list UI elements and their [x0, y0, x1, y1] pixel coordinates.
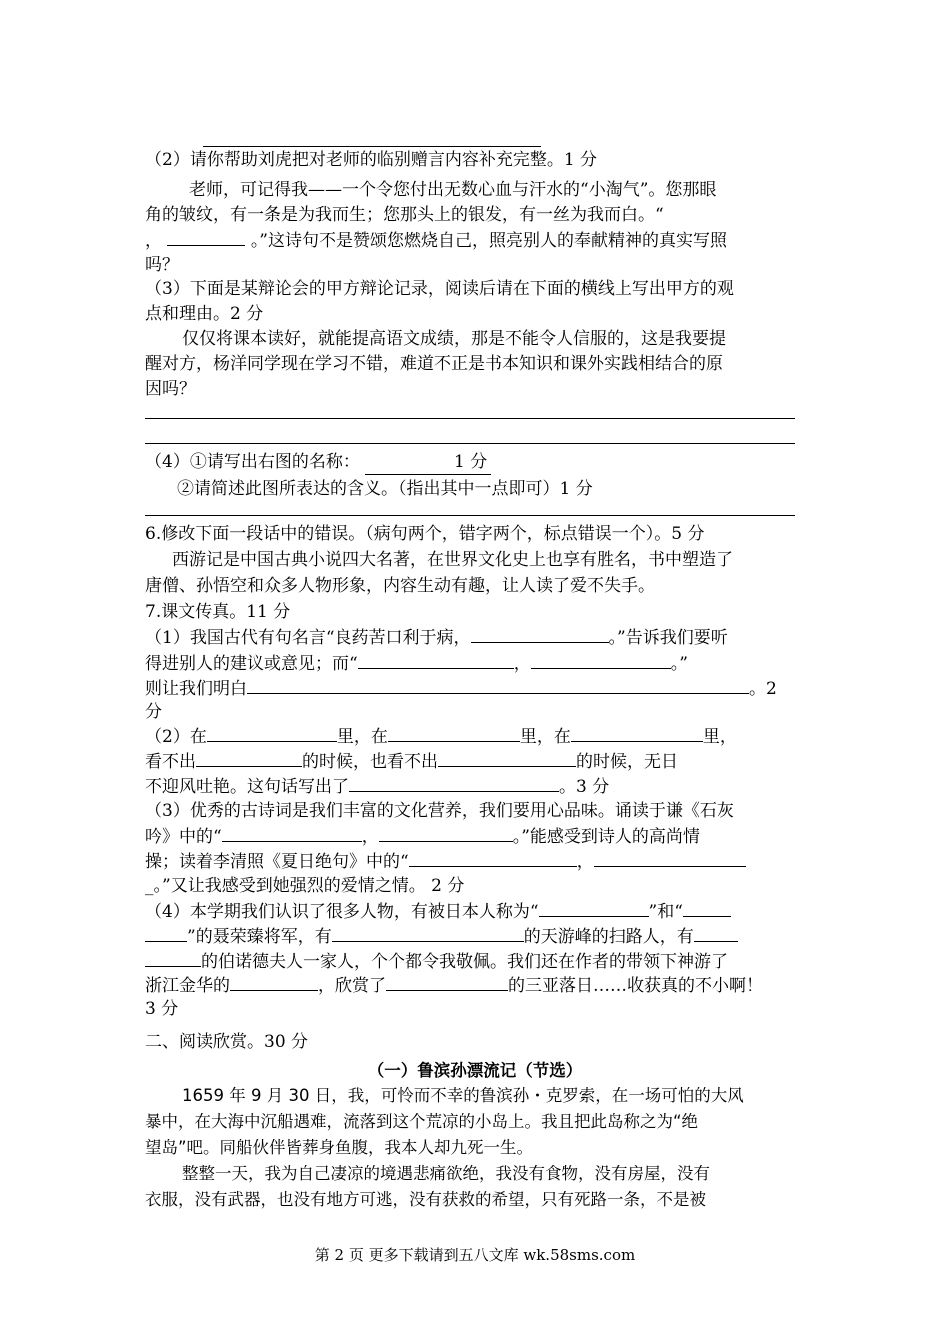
q7-1-text: 。”: [670, 654, 688, 674]
q7-3-text: 操；读着李清照《夏日绝句》中的“: [145, 852, 409, 872]
passage-title: （一）鲁滨孙漂流记（节选）: [367, 1061, 583, 1080]
q5-3-prompt2: 点和理由。2 分: [145, 304, 264, 324]
blank-field[interactable]: [167, 228, 245, 246]
q7-1-text: 。”告诉我们要听: [608, 628, 728, 648]
q7-4-text: 浙江金华的: [145, 976, 230, 996]
blank-field[interactable]: [349, 774, 559, 792]
q5-4-prompt2: ②请简述此图所表达的含义。（指出其中一点即可）1 分: [177, 479, 593, 499]
passage-p1-line3: 望岛”吧。同船伙伴皆葬身鱼腹，我本人却九死一生。: [145, 1138, 534, 1157]
q7-4-line1: [145, 899, 731, 924]
q7-4-text: 的伯诺德夫人一家人，个个都令我敬佩。我们还在作者的带领下神游了: [201, 952, 728, 972]
blank-field[interactable]: [571, 724, 703, 742]
q7-3-line1: （3）优秀的古诗词是我们丰富的文化营养，我们要用心品味。诵读于谦《石灰: [145, 801, 734, 821]
blank-field[interactable]: [222, 824, 362, 842]
q7-2-text: 里，在: [519, 727, 571, 747]
q7-4-text: ，欣赏了: [318, 976, 386, 996]
q7-2-line2: [145, 749, 678, 774]
q7-4-line2: [145, 924, 738, 949]
q7-4-text: ”的聂荣臻将军，有: [187, 927, 332, 947]
q7-3-text: 。”能感受到诗人的高尚情: [512, 827, 700, 847]
q5-2-line3: [145, 228, 727, 253]
blank-field[interactable]: [145, 924, 187, 942]
q7-2-line1: [145, 724, 737, 749]
q6-title: 6.修改下面一段话中的错误。（病句两个，错字两个，标点错误一个）。5 分: [145, 524, 705, 544]
q7-2-text: 不迎风吐艳。这句话写出了: [145, 777, 349, 797]
q7-1-text: 得进别人的建议或意见；而“: [145, 654, 358, 674]
q7-1-line1: [145, 625, 728, 650]
passage-p1-line1: 1659 年 9 月 30 日，我，可怜而不幸的鲁滨孙・克罗索，在一场可怕的大风: [182, 1086, 744, 1105]
q5-3-text3: 因吗？: [145, 379, 196, 399]
name-answer-field[interactable]: [365, 450, 491, 475]
q7-4-line4: [145, 973, 763, 998]
blank-field[interactable]: [594, 849, 746, 867]
q7-title: 7.课文传真。11 分: [145, 602, 291, 622]
q7-1-line3: [145, 676, 777, 701]
q5-2-line4: 吗？: [145, 255, 179, 275]
blank-field[interactable]: [409, 849, 577, 867]
answer-line[interactable]: [145, 418, 795, 419]
q7-3-line4: _。”又让我感受到她强烈的爱情之情。 2 分: [145, 876, 465, 896]
q5-3-text2: 醒对方，杨洋同学现在学习不错，难道不正是书本知识和课外实践相结合的原: [145, 354, 723, 374]
blank-field[interactable]: [539, 899, 649, 917]
q7-2-text: 里，: [702, 727, 737, 747]
blank-field[interactable]: [531, 651, 671, 669]
q7-4-text: ”和“: [648, 902, 683, 922]
q5-2-line1: 老师，可记得我——一个令您付出无数心血与汗水的“小淘气”。您那眼: [189, 180, 717, 200]
passage-p2-line2: 衣服，没有武器，也没有地方可逃，没有获救的希望，只有死路一条，不是被: [145, 1190, 706, 1209]
blank-field[interactable]: [247, 676, 749, 694]
blank-field[interactable]: [207, 724, 337, 742]
q7-1-text: 则让我们明白: [145, 679, 247, 699]
q7-1-text: （1）我国古代有句名言“良药苦口利于病，: [145, 628, 471, 648]
q7-4-line3: [145, 949, 728, 974]
blank-field[interactable]: [145, 949, 201, 967]
q7-3-text: ，: [576, 852, 594, 872]
q5-2-line2: 角的皱纹，有一条是为我而生；您那头上的银发，有一丝为我而白。“: [145, 205, 664, 225]
q7-3-line3: [145, 849, 746, 874]
blank-field[interactable]: [230, 973, 318, 991]
q5-2-prompt: （2）请你帮助刘虎把对老师的临别赠言内容补充完整。1 分: [145, 150, 598, 170]
q7-4-text: 的三亚落日……收获真的不小啊！: [508, 976, 763, 996]
q7-2-line3: [145, 774, 609, 799]
blank-field[interactable]: [683, 899, 731, 917]
q5-4-score1: 1 分: [454, 452, 488, 472]
q5-4-line1: [145, 450, 491, 475]
q7-3-text: ，: [361, 827, 379, 847]
blank-field[interactable]: [694, 924, 738, 942]
passage-p2-line1: 整整一天，我为自己凄凉的境遇悲痛欲绝，我没有食物，没有房屋，没有: [182, 1164, 710, 1183]
answer-line[interactable]: [203, 146, 541, 147]
q7-4-line5: 3 分: [145, 999, 179, 1019]
blank-field[interactable]: [471, 625, 609, 643]
page-footer: 第 2 页 更多下载请到五八文库 wk.58sms.com: [314, 1246, 636, 1264]
q7-3-line2: [145, 824, 700, 849]
q7-2-text: 看不出: [145, 752, 196, 772]
blank-field[interactable]: [438, 749, 576, 767]
q5-4-prompt1: （4）①请写出右图的名称：: [145, 452, 360, 472]
blank-field[interactable]: [388, 724, 520, 742]
blank-field[interactable]: [386, 973, 508, 991]
q5-3-prompt1: （3）下面是某辩论会的甲方辩论记录，阅读后请在下面的横线上写出甲方的观: [145, 279, 734, 299]
section-heading: 二、阅读欣赏。30 分: [145, 1032, 309, 1052]
blank-field[interactable]: [379, 824, 513, 842]
blank-field[interactable]: [332, 924, 524, 942]
q7-1-text: ，: [513, 654, 531, 674]
q7-2-text: 的时候，无日: [576, 752, 678, 772]
q7-4-text: 的天游峰的扫路人，有: [523, 927, 694, 947]
q7-1-text: 。2: [749, 679, 777, 699]
q6-text2: 唐僧、孙悟空和众多人物形象，内容生动有趣，让人读了爱不失手。: [145, 576, 655, 596]
blank-field[interactable]: [358, 651, 514, 669]
q7-2-text: 。3 分: [559, 777, 610, 797]
q7-3-text: 吟》中的“: [145, 827, 222, 847]
q6-text1: 西游记是中国古典小说四大名著，在世界文化史上也享有胜名，书中塑造了: [172, 550, 733, 570]
answer-line[interactable]: [145, 443, 795, 444]
q7-2-text: 的时候，也看不出: [302, 752, 438, 772]
q7-1-line2: [145, 651, 688, 676]
q7-1-line4: 分: [145, 702, 162, 722]
q7-2-text: 里，在: [336, 727, 388, 747]
blank-field[interactable]: [196, 749, 302, 767]
q7-2-text: （2）在: [145, 727, 207, 747]
q5-2-line3-post: 。”这诗句不是赞颂您燃烧自己，照亮别人的奉献精神的真实写照: [250, 231, 728, 251]
q5-2-line3-pre: ，: [145, 231, 162, 251]
q7-4-text: （4）本学期我们认识了很多人物，有被日本人称为“: [145, 902, 539, 922]
passage-p1-line2: 暴中，在大海中沉船遇难，流落到这个荒凉的小岛上。我且把此岛称之为“绝: [145, 1112, 699, 1131]
q5-3-text1: 仅仅将课本读好，就能提高语文成绩，那是不能令人信服的，这是我要提: [182, 329, 726, 349]
answer-line[interactable]: [145, 515, 795, 516]
